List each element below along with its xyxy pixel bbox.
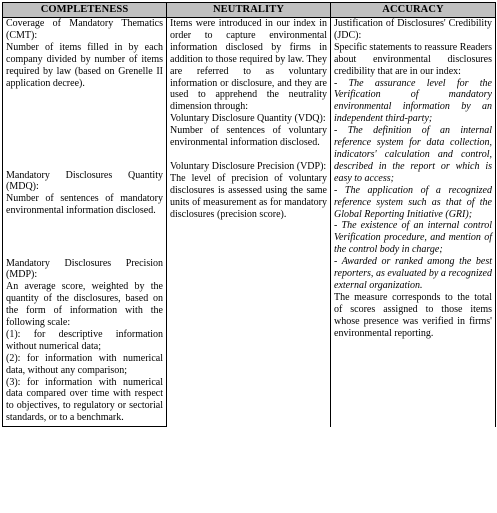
- jdc-description: Specific statements to reassure Readers about environmental disclosures credibility that are in our index:: [334, 41, 492, 77]
- jdc-item: - The application of a recognized reference system such as that of the Global Reporting Initiative (GRI);: [334, 184, 492, 220]
- header-neutrality: NEUTRALITY: [167, 3, 331, 18]
- cmt-cell: [3, 18, 167, 170]
- cmt-description: Number of items filled in by each company divided by number of items required by law (based on Grenelle II application decree).: [6, 41, 163, 89]
- header-accuracy: ACCURACY: [331, 3, 496, 18]
- table-row: [3, 18, 496, 170]
- scale-item-1: (1): for descriptive information without numerical data;: [6, 328, 163, 352]
- jdc-item: - The definition of an internal reference system for data collection, indicators' calculation and control, described in the report or which is easy to access;: [334, 125, 492, 184]
- accuracy-cell: [331, 18, 496, 427]
- vdq-description: Number of sentences of voluntary environmental information disclosed.: [170, 125, 327, 149]
- vdp-description: The level of precision of voluntary disclosures is assessed using the same units of measurement as for mandatory disclosures (precision score).: [170, 172, 327, 220]
- scale-item-3: (3): for information with numerical data compared over time with respect to objectives, to regulatory or sectorial standards, or to a benchmark.: [6, 376, 163, 424]
- jdc-title: Justification of Disclosures' Credibility (JDC):: [334, 18, 492, 41]
- jdc-item: - Awarded or ranked among the best reporters, as evaluated by a recognized external organization.: [334, 256, 492, 291]
- mdq-title: Mandatory Disclosures Quantity (MDQ):: [6, 169, 163, 193]
- cmt-title: Coverage of Mandatory Thematics (CMT):: [6, 18, 163, 41]
- header-completeness: COMPLETENESS: [3, 3, 167, 18]
- jdc-item: - The assurance level for the Verification of mandatory environmental information by an independent third-party;: [334, 77, 492, 125]
- neutrality-intro: Items were introduced in our index in order to capture environmental information disclosed by firms in addition to those required by law. They are referred to as voluntary information or disclosure, and they are used to apprehend the neutrality dimension through:: [170, 18, 327, 113]
- header-row: [3, 3, 496, 18]
- mdq-description: Number of sentences of mandatory environmental information disclosed.: [6, 193, 163, 217]
- disclosure-quality-table: [2, 2, 496, 427]
- mdp-title: Mandatory Disclosures Precision (MDP):: [6, 257, 163, 281]
- jdc-closing: The measure corresponds to the total of scores assigned to those items whose presence was verified in firms' environmental reporting.: [334, 291, 492, 339]
- mdp-cell: [3, 258, 167, 427]
- scale-item-2: (2): for information with numerical data, without any comparison;: [6, 352, 163, 376]
- mdq-cell: [3, 170, 167, 258]
- vdq-title: Voluntary Disclosure Quantity (VDQ):: [170, 113, 326, 125]
- mdp-description: An average score, weighted by the quantity of the disclosures, based on the form of information with the following scale:: [6, 281, 163, 329]
- jdc-item: - The existence of an internal control Verification procedure, and mention of the control body in charge;: [334, 220, 492, 256]
- vdp-title: Voluntary Disclosure Precision (VDP):: [170, 160, 327, 172]
- neutrality-cell: [167, 18, 331, 427]
